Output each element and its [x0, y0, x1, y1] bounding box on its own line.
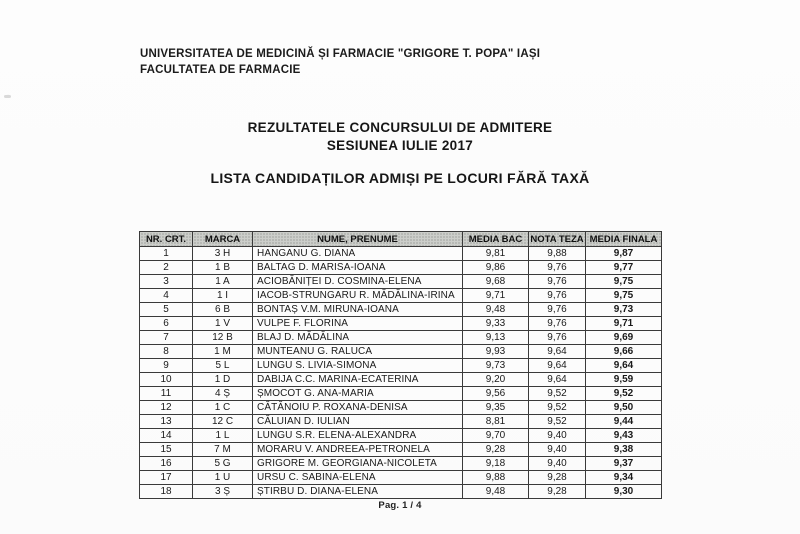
cell-media-bac: 9,71	[463, 289, 529, 303]
cell-media-bac: 9,28	[463, 443, 529, 457]
cell-nume-prenume: MUNTEANU G. RALUCA	[253, 345, 463, 359]
table-row	[140, 247, 662, 261]
cell-marca: 5 L	[193, 359, 253, 373]
cell-nume-prenume: CĂTĂNOIU P. ROXANA-DENISA	[253, 401, 463, 415]
cell-marca: 1 D	[193, 373, 253, 387]
cell-media-finala: 9,37	[586, 457, 662, 471]
table-row	[140, 359, 662, 373]
cell-nr-crt: 8	[140, 345, 193, 359]
cell-media-bac: 9,13	[463, 331, 529, 345]
cell-media-bac: 9,48	[463, 485, 529, 499]
table-row	[140, 401, 662, 415]
cell-media-finala: 9,75	[586, 289, 662, 303]
cell-nume-prenume: ȘTIRBU D. DIANA-ELENA	[253, 485, 463, 499]
table-row	[140, 303, 662, 317]
cell-marca: 1 I	[193, 289, 253, 303]
cell-media-finala: 9,69	[586, 331, 662, 345]
cell-media-bac: 8,81	[463, 415, 529, 429]
cell-media-finala: 9,66	[586, 345, 662, 359]
cell-media-bac: 9,56	[463, 387, 529, 401]
table-row	[140, 289, 662, 303]
cell-nr-crt: 3	[140, 275, 193, 289]
title-line-results: REZULTATELE CONCURSULUI DE ADMITERE	[247, 120, 553, 135]
cell-nume-prenume: MORARU V. ANDREEA-PETRONELA	[253, 443, 463, 457]
cell-media-bac: 9,48	[463, 303, 529, 317]
column-header-marca: MARCA	[193, 232, 253, 247]
cell-nr-crt: 5	[140, 303, 193, 317]
table-row	[140, 415, 662, 429]
cell-nume-prenume: URSU C. SABINA-ELENA	[253, 471, 463, 485]
table-row	[140, 317, 662, 331]
cell-marca: 1 U	[193, 471, 253, 485]
cell-media-bac: 9,35	[463, 401, 529, 415]
cell-nume-prenume: LUNGU S.R. ELENA-ALEXANDRA	[253, 429, 463, 443]
cell-marca: 3 Ș	[193, 485, 253, 499]
cell-marca: 12 B	[193, 331, 253, 345]
cell-marca: 6 B	[193, 303, 253, 317]
cell-nume-prenume: ACIOBĂNIȚEI D. COSMINA-ELENA	[253, 275, 463, 289]
cell-media-finala: 9,30	[586, 485, 662, 499]
cell-media-finala: 9,50	[586, 401, 662, 415]
cell-nr-crt: 4	[140, 289, 193, 303]
cell-media-finala: 9,43	[586, 429, 662, 443]
cell-nota-teza: 9,52	[529, 387, 586, 401]
cell-nume-prenume: LUNGU S. LIVIA-SIMONA	[253, 359, 463, 373]
cell-media-bac: 9,88	[463, 471, 529, 485]
table-row	[140, 457, 662, 471]
column-header-media-bac: MEDIA BAC	[463, 232, 529, 247]
cell-nota-teza: 9,76	[529, 275, 586, 289]
cell-media-finala: 9,87	[586, 247, 662, 261]
cell-nota-teza: 9,76	[529, 317, 586, 331]
table-row	[140, 429, 662, 443]
table-row	[140, 443, 662, 457]
university-name: UNIVERSITATEA DE MEDICINĂ ȘI FARMACIE "GRIGORE T. POPA" IAȘI	[140, 48, 541, 60]
cell-media-finala: 9,73	[586, 303, 662, 317]
cell-nota-teza: 9,76	[529, 289, 586, 303]
cell-media-finala: 9,38	[586, 443, 662, 457]
table-row	[140, 261, 662, 275]
cell-media-finala: 9,34	[586, 471, 662, 485]
cell-nr-crt: 14	[140, 429, 193, 443]
cell-nota-teza: 9,88	[529, 247, 586, 261]
document-title	[0, 119, 800, 155]
cell-media-finala: 9,75	[586, 275, 662, 289]
cell-nr-crt: 16	[140, 457, 193, 471]
cell-nota-teza: 9,40	[529, 443, 586, 457]
cell-marca: 5 G	[193, 457, 253, 471]
letterhead	[140, 46, 540, 78]
cell-nr-crt: 1	[140, 247, 193, 261]
cell-nr-crt: 2	[140, 261, 193, 275]
cell-nota-teza: 9,28	[529, 485, 586, 499]
cell-nume-prenume: HANGANU G. DIANA	[253, 247, 463, 261]
title-line-session: SESIUNEA IULIE 2017	[326, 138, 474, 153]
cell-nota-teza: 9,76	[529, 331, 586, 345]
cell-nume-prenume: GRIGORE M. GEORGIANA-NICOLETA	[253, 457, 463, 471]
cell-nr-crt: 17	[140, 471, 193, 485]
cell-nr-crt: 12	[140, 401, 193, 415]
cell-media-bac: 9,93	[463, 345, 529, 359]
cell-marca: 1 V	[193, 317, 253, 331]
table-row	[140, 471, 662, 485]
cell-media-bac: 9,73	[463, 359, 529, 373]
cell-nota-teza: 9,64	[529, 345, 586, 359]
cell-nr-crt: 7	[140, 331, 193, 345]
scan-artifact-mark	[4, 95, 11, 98]
cell-nume-prenume: BONTAȘ V.M. MIRUNA-IOANA	[253, 303, 463, 317]
cell-marca: 1 L	[193, 429, 253, 443]
cell-nr-crt: 15	[140, 443, 193, 457]
cell-media-bac: 9,33	[463, 317, 529, 331]
column-header-nota-teza: NOTA TEZA	[530, 233, 584, 245]
cell-nume-prenume: CĂLUIAN D. IULIAN	[253, 415, 463, 429]
cell-nr-crt: 18	[140, 485, 193, 499]
cell-media-finala: 9,77	[586, 261, 662, 275]
table-row	[140, 373, 662, 387]
cell-nr-crt: 6	[140, 317, 193, 331]
column-header-nume-prenume: NUME, PRENUME	[253, 232, 463, 247]
cell-marca: 3 H	[193, 247, 253, 261]
cell-nota-teza: 9,40	[529, 429, 586, 443]
cell-marca: 1 B	[193, 261, 253, 275]
table-header-row	[140, 232, 662, 247]
cell-marca: 7 M	[193, 443, 253, 457]
table-row	[140, 345, 662, 359]
table-body	[140, 247, 662, 499]
cell-marca: 4 Ș	[193, 387, 253, 401]
column-header-media-finala: MEDIA FINALA	[586, 232, 662, 247]
cell-media-bac: 9,20	[463, 373, 529, 387]
list-title: LISTA CANDIDAȚILOR ADMIȘI PE LOCURI FĂRĂ TAXĂ	[210, 170, 590, 186]
cell-marca: 12 C	[193, 415, 253, 429]
cell-nota-teza: 9,52	[529, 415, 586, 429]
cell-media-finala: 9,64	[586, 359, 662, 373]
cell-media-bac: 9,86	[463, 261, 529, 275]
cell-nota-teza: 9,52	[529, 401, 586, 415]
faculty-name: FACULTATEA DE FARMACIE	[140, 64, 301, 76]
table-row	[140, 275, 662, 289]
results-table	[139, 231, 662, 499]
cell-media-finala: 9,44	[586, 415, 662, 429]
table-row	[140, 331, 662, 345]
cell-nota-teza: 9,28	[529, 471, 586, 485]
cell-nota-teza: 9,64	[529, 359, 586, 373]
cell-marca: 1 A	[193, 275, 253, 289]
cell-nume-prenume: BALTAG D. MARISA-IOANA	[253, 261, 463, 275]
cell-nume-prenume: ȘMOCOT G. ANA-MARIA	[253, 387, 463, 401]
cell-media-finala: 9,59	[586, 373, 662, 387]
cell-media-bac: 9,70	[463, 429, 529, 443]
cell-nr-crt: 13	[140, 415, 193, 429]
cell-nr-crt: 11	[140, 387, 193, 401]
cell-media-bac: 9,81	[463, 247, 529, 261]
table-row	[140, 387, 662, 401]
cell-nume-prenume: VULPE F. FLORINA	[253, 317, 463, 331]
cell-nume-prenume: IACOB-STRUNGARU R. MĂDĂLINA-IRINA	[253, 289, 463, 303]
cell-nota-teza: 9,40	[529, 457, 586, 471]
cell-nota-teza: 9,76	[529, 303, 586, 317]
cell-nume-prenume: DABIJA C.C. MARINA-ECATERINA	[253, 373, 463, 387]
cell-media-bac: 9,68	[463, 275, 529, 289]
column-header-nr-crt: NR. CRT.	[140, 232, 193, 247]
cell-nr-crt: 10	[140, 373, 193, 387]
cell-media-finala: 9,52	[586, 387, 662, 401]
cell-media-bac: 9,18	[463, 457, 529, 471]
page-number: Pag. 1 / 4	[378, 500, 422, 511]
cell-nota-teza: 9,64	[529, 373, 586, 387]
cell-nota-teza: 9,76	[529, 261, 586, 275]
cell-nr-crt: 9	[140, 359, 193, 373]
cell-nume-prenume: BLAJ D. MĂDĂLINA	[253, 331, 463, 345]
cell-marca: 1 M	[193, 345, 253, 359]
table-row	[140, 485, 662, 499]
cell-media-finala: 9,71	[586, 317, 662, 331]
cell-marca: 1 C	[193, 401, 253, 415]
